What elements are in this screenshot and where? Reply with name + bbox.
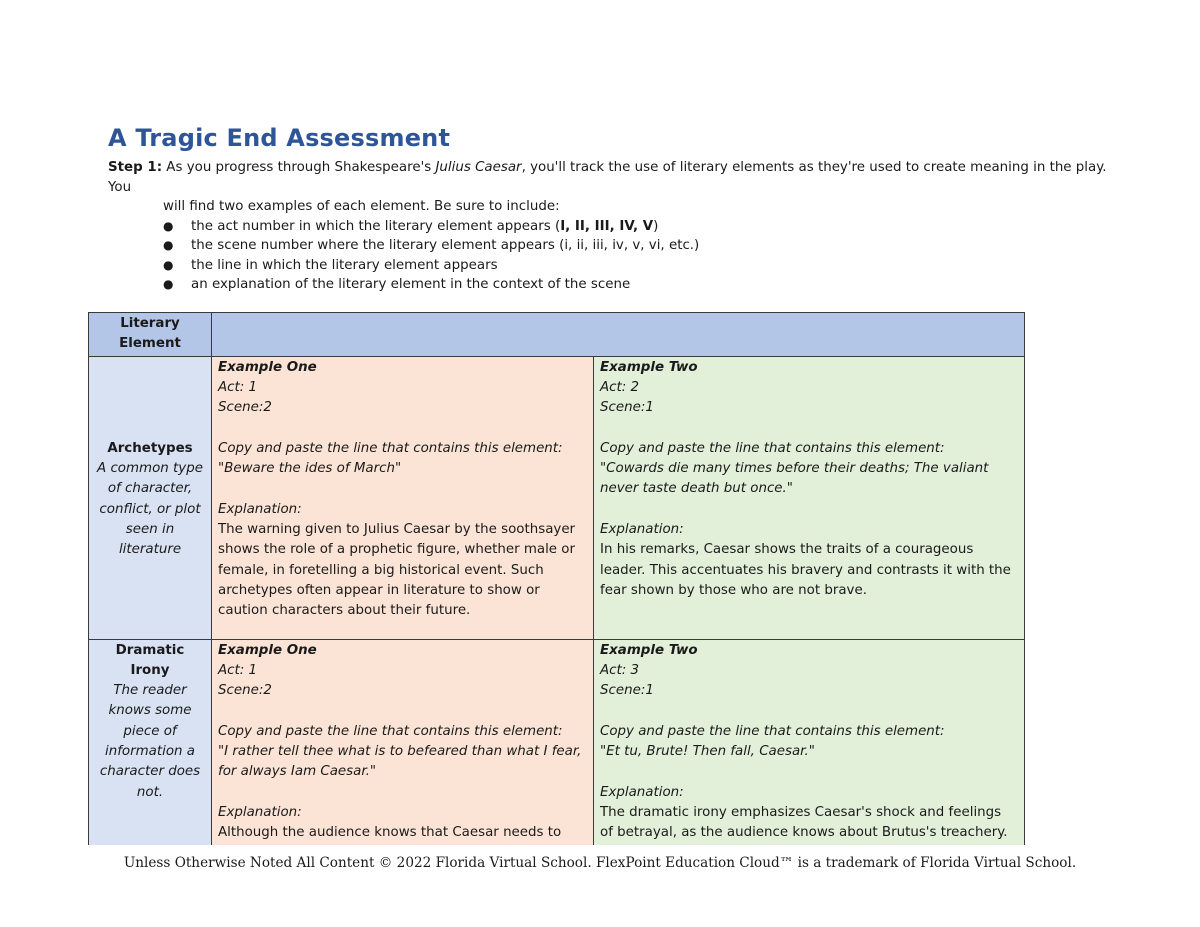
example-heading: Example Two (600, 359, 698, 375)
step-label: Step 1: (108, 160, 163, 175)
quoted-line: "I rather tell thee what is to befeared than what I fear, for always Iam Caesar." (218, 744, 582, 780)
act-value: Act: 2 (600, 379, 640, 395)
list-item-text: the line in which the literary element appears (191, 257, 498, 273)
scene-value: Scene:1 (600, 400, 654, 416)
example-heading: Example One (218, 359, 317, 375)
bullet-icon: ● (163, 218, 174, 233)
explanation-label: Explanation: (600, 521, 684, 537)
header-blank (212, 313, 1025, 357)
copy-label: Copy and paste the line that contains this element: (600, 440, 945, 456)
example-two-cell (594, 356, 1025, 639)
element-definition: A common type of character, conflict, or plot seen in literature (97, 461, 203, 558)
element-cell (89, 356, 212, 639)
copy-label: Copy and paste the line that contains this element: (218, 440, 563, 456)
bullet-icon: ● (163, 277, 174, 291)
explanation-text: In his remarks, Caesar shows the traits of a courageous leader. This accentuates his bravery and contrasts it with the fear shown by those who are not brave. (600, 542, 1011, 598)
instructions (108, 158, 1108, 295)
act-value: Act: 1 (218, 662, 258, 678)
quoted-line: "Cowards die many times before their deaths; The valiant never taste death but once." (600, 461, 989, 497)
example-heading: Example Two (600, 642, 698, 658)
literary-elements-table (88, 312, 1025, 845)
table-row (89, 356, 1025, 639)
example-one-cell (212, 639, 594, 844)
list-item (108, 275, 1108, 295)
copy-label: Copy and paste the line that contains this element: (218, 723, 563, 739)
explanation-text: The warning given to Julius Caesar by the soothsayer shows the role of a prophetic figure, whether male or female, in foretelling a big historical event. Such archetypes often appear in literature to show or caution characters about their future. (218, 521, 576, 619)
requirements-list (108, 217, 1108, 295)
list-item-text: an explanation of the literary element in the context of the scene (191, 277, 631, 292)
example-one-cell (212, 356, 594, 639)
copyright-footer: Unless Otherwise Noted All Content © 2022 Florida Virtual School. FlexPoint Education Cloud™ is a trademark of Florida Virtual School. (123, 855, 1077, 871)
step-line-2: will find two examples of each element. Be sure to include: (163, 199, 560, 214)
explanation-label: Explanation: (218, 501, 302, 517)
element-name: Dramatic Irony (115, 642, 185, 678)
bullet-icon: ● (163, 238, 174, 252)
scene-value: Scene:2 (218, 400, 272, 416)
example-heading: Example One (218, 642, 317, 658)
quoted-line: "Et tu, Brute! Then fall, Caesar." (600, 744, 815, 760)
step-line (108, 158, 1108, 197)
play-title: Julius Caesar (435, 160, 522, 175)
explanation-label: Explanation: (600, 784, 684, 800)
bullet-icon: ● (163, 257, 174, 272)
list-item (108, 256, 1108, 276)
step-text-cont: , you'll track the use of literary elements as they're used to create meaning in the play. You (108, 160, 1107, 195)
step-text: As you progress through Shakespeare's (162, 160, 436, 175)
scene-value: Scene:2 (218, 683, 272, 699)
page-title: A Tragic End Assessment (108, 124, 451, 152)
quoted-line: "Beware the ides of March" (218, 461, 402, 477)
list-item-end: ) (653, 218, 659, 234)
explanation-text: Although the audience knows that Caesar needs to (218, 825, 562, 841)
element-definition: The reader knows some piece of information a character does not. (99, 683, 201, 800)
list-item (108, 236, 1108, 256)
act-value: Act: 1 (218, 379, 258, 395)
table-header-row (89, 313, 1025, 357)
element-name: Archetypes (107, 440, 193, 456)
example-two-cell (594, 639, 1025, 844)
list-item (108, 217, 1108, 237)
list-item-text: the act number in which the literary element appears ( (191, 218, 561, 234)
explanation-text: The dramatic irony emphasizes Caesar's shock and feelings of betrayal, as the audience knows about Brutus's treachery. (600, 804, 1008, 841)
list-item-text: the scene number where the literary element appears (i, ii, iii, iv, v, vi, etc.) (191, 238, 700, 253)
table-row (89, 639, 1025, 844)
list-item-strong: I, II, III, IV, V (560, 218, 654, 234)
header-literary-element: Literary Element (89, 313, 212, 357)
scene-value: Scene:1 (600, 683, 654, 699)
element-cell (89, 639, 212, 844)
explanation-label: Explanation: (218, 804, 302, 820)
copy-label: Copy and paste the line that contains this element: (600, 723, 945, 739)
act-value: Act: 3 (600, 662, 640, 678)
